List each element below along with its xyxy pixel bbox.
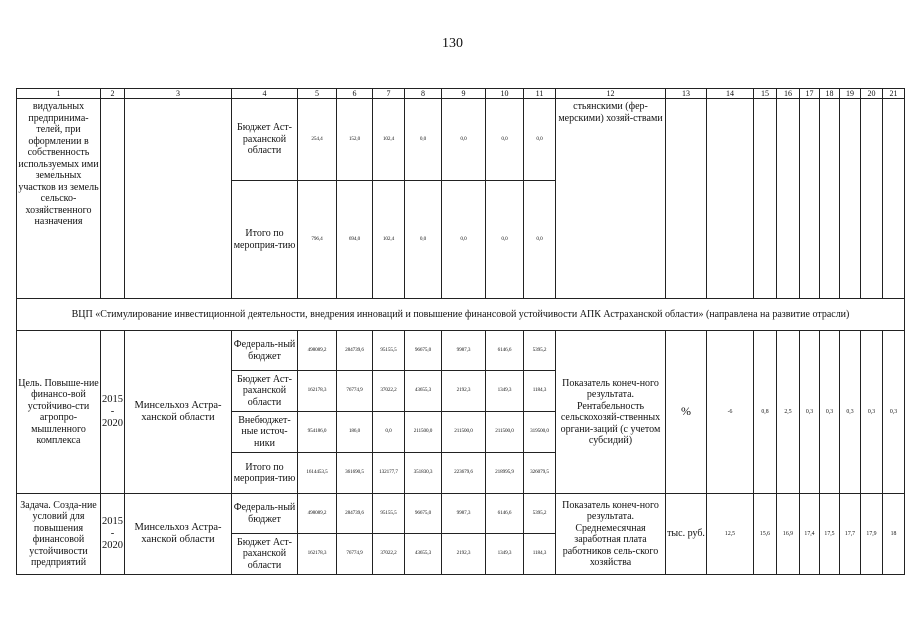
col-number: 3	[125, 89, 232, 99]
period-end: 2020	[102, 418, 123, 430]
col-number: 6	[337, 89, 373, 99]
task-executor: Минсельхоз Астра-ханской области	[125, 494, 232, 575]
funding-value: 211500,0	[405, 412, 442, 453]
col-number: 13	[666, 89, 707, 99]
target-cell	[840, 99, 861, 299]
executor-cell	[125, 99, 232, 299]
funding-value: 162178,3	[298, 371, 337, 412]
task-unit: тыс. руб.	[666, 494, 707, 575]
target-value: 17,9	[861, 494, 883, 575]
funding-value: 0,0	[486, 181, 524, 299]
target-cell	[883, 99, 905, 299]
funding-value: 95155,5	[373, 494, 405, 534]
col-number: 9	[442, 89, 486, 99]
funding-value: 2192,3	[442, 371, 486, 412]
task-name: Задача. Созда-ние условий для повышения финансовой устойчивости предприятий	[17, 494, 101, 575]
funding-source: Бюджет Аст-раханской области	[232, 371, 298, 412]
program-table	[16, 88, 905, 575]
funding-value: 0,0	[442, 181, 486, 299]
target-cell	[707, 99, 754, 299]
funding-value: 43655,3	[405, 371, 442, 412]
funding-value: 43655,3	[405, 534, 442, 575]
period-dash: -	[110, 528, 115, 540]
section-title: ВЦП «Стимулирование инвестиционной деятельности, внедрения инноваций и повышение финансовой устойчивости АПК Астраханской области» (направлена на развитие отрасли)	[17, 299, 905, 331]
goal-executor: Минсельхоз Астра-ханской области	[125, 331, 232, 494]
funding-value: 0,0	[524, 181, 556, 299]
funding-value: 1349,3	[486, 371, 524, 412]
goal-unit: %	[666, 331, 707, 494]
target-value: 17,7	[840, 494, 861, 575]
col-number: 1	[17, 89, 101, 99]
col-number: 11	[524, 89, 556, 99]
target-cell	[754, 99, 777, 299]
funding-value: 96675,0	[405, 331, 442, 371]
task-indicator: Показатель конеч-ного результата. Среднемесячная заработная плата работников сель-ского хозяйства	[556, 494, 666, 575]
target-value: 16,9	[777, 494, 800, 575]
funding-value: 76774,9	[337, 371, 373, 412]
col-number: 12	[556, 89, 666, 99]
funding-value: 351830,3	[405, 453, 442, 494]
column-number-row	[17, 89, 905, 99]
period-start: 2015	[102, 516, 123, 528]
funding-source: Бюджет Аст-раханской области	[232, 99, 298, 181]
funding-value: 954186,0	[298, 412, 337, 453]
funding-value: 223679,6	[442, 453, 486, 494]
funding-value: 96675,0	[405, 494, 442, 534]
target-cell	[800, 99, 820, 299]
funding-value: 1349,3	[486, 534, 524, 575]
funding-value: 102,4	[373, 181, 405, 299]
funding-value: 76774,9	[337, 534, 373, 575]
col-number: 18	[820, 89, 840, 99]
funding-source: Итого по мероприя-тию	[232, 453, 298, 494]
col-number: 14	[707, 89, 754, 99]
target-value: 18	[883, 494, 905, 575]
col-number: 15	[754, 89, 777, 99]
col-number: 19	[840, 89, 861, 99]
period-start: 2015	[102, 394, 123, 406]
target-value: 2,5	[777, 331, 800, 494]
funding-value: 694,0	[337, 181, 373, 299]
funding-value: 6146,6	[486, 494, 524, 534]
funding-source: Федераль-ный бюджет	[232, 494, 298, 534]
funding-source: Федераль-ный бюджет	[232, 331, 298, 371]
funding-value: 37022,2	[373, 534, 405, 575]
unit-cell	[666, 99, 707, 299]
period-dash: -	[110, 406, 115, 418]
goal-name: Цель. Повыше-ние финансо-вой устойчиво-сти агропро-мышленного комплекса	[17, 331, 101, 494]
funding-value: 218995,9	[486, 453, 524, 494]
target-value: 17,5	[820, 494, 840, 575]
funding-value: 1614453,5	[298, 453, 337, 494]
funding-value: 95155,5	[373, 331, 405, 371]
funding-value: 162178,3	[298, 534, 337, 575]
funding-value: 102,4	[373, 99, 405, 181]
goal-indicator: Показатель конеч-ного результата. Рентабельность сельскохозяй-ственных органи-заций (с учетом субсидий)	[556, 331, 666, 494]
funding-value: 319500,0	[524, 412, 556, 453]
target-value: 15,6	[754, 494, 777, 575]
funding-value: 186,0	[337, 412, 373, 453]
funding-value: 0,0	[373, 412, 405, 453]
task-period	[101, 494, 125, 575]
table-row	[17, 331, 905, 371]
funding-source: Внебюджет-ные источ-ники	[232, 412, 298, 453]
funding-value: 211500,0	[442, 412, 486, 453]
funding-value: 284739,6	[337, 494, 373, 534]
funding-value: 254,4	[298, 99, 337, 181]
funding-value: 132177,7	[373, 453, 405, 494]
col-number: 5	[298, 89, 337, 99]
funding-value: 152,0	[337, 99, 373, 181]
funding-value: 1184,3	[524, 534, 556, 575]
target-value: 0,3	[820, 331, 840, 494]
target-value: 0,3	[840, 331, 861, 494]
target-value: 17,4	[800, 494, 820, 575]
funding-value: 284739,6	[337, 331, 373, 371]
funding-value: 498089,2	[298, 494, 337, 534]
funding-value: 5395,2	[524, 331, 556, 371]
col-number: 20	[861, 89, 883, 99]
section-row	[17, 299, 905, 331]
funding-value: 37022,2	[373, 371, 405, 412]
funding-value: 796,4	[298, 181, 337, 299]
funding-value: 326079,5	[524, 453, 556, 494]
indicator-name: стьянскими (фер-мерскими) хозяй-ствами	[556, 99, 666, 299]
funding-value: 211500,0	[486, 412, 524, 453]
funding-value: 0,0	[524, 99, 556, 181]
target-cell	[777, 99, 800, 299]
target-value: 0,3	[861, 331, 883, 494]
col-number: 10	[486, 89, 524, 99]
funding-value: 0,0	[486, 99, 524, 181]
table-row	[17, 494, 905, 534]
period-cell	[101, 99, 125, 299]
goal-period	[101, 331, 125, 494]
target-value: -6	[707, 331, 754, 494]
funding-value: 498089,2	[298, 331, 337, 371]
col-number: 17	[800, 89, 820, 99]
funding-value: 9987,3	[442, 494, 486, 534]
funding-value: 361690,5	[337, 453, 373, 494]
col-number: 4	[232, 89, 298, 99]
target-cell	[861, 99, 883, 299]
funding-value: 6146,6	[486, 331, 524, 371]
col-number: 7	[373, 89, 405, 99]
funding-source: Итого по мероприя-тию	[232, 181, 298, 299]
target-cell	[820, 99, 840, 299]
funding-value: 0,0	[442, 99, 486, 181]
period-end: 2020	[102, 540, 123, 552]
funding-value: 1184,3	[524, 371, 556, 412]
funding-value: 0,0	[405, 99, 442, 181]
funding-value: 0,0	[405, 181, 442, 299]
target-value: 0,8	[754, 331, 777, 494]
funding-value: 9987,3	[442, 331, 486, 371]
target-value: 0,3	[883, 331, 905, 494]
col-number: 8	[405, 89, 442, 99]
page-number: 130	[442, 36, 463, 51]
col-number: 16	[777, 89, 800, 99]
col-number: 21	[883, 89, 905, 99]
table-row	[17, 99, 905, 181]
funding-value: 5395,2	[524, 494, 556, 534]
col-number: 2	[101, 89, 125, 99]
funding-value: 2192,3	[442, 534, 486, 575]
measure-name: видуальных предпринима-телей, при оформлении в собственность используемых ими земельных участков из земель сельско-хозяйственного назначения	[17, 99, 101, 299]
funding-source: Бюджет Аст-раханской области	[232, 534, 298, 575]
target-value: 12,5	[707, 494, 754, 575]
target-value: 0,3	[800, 331, 820, 494]
